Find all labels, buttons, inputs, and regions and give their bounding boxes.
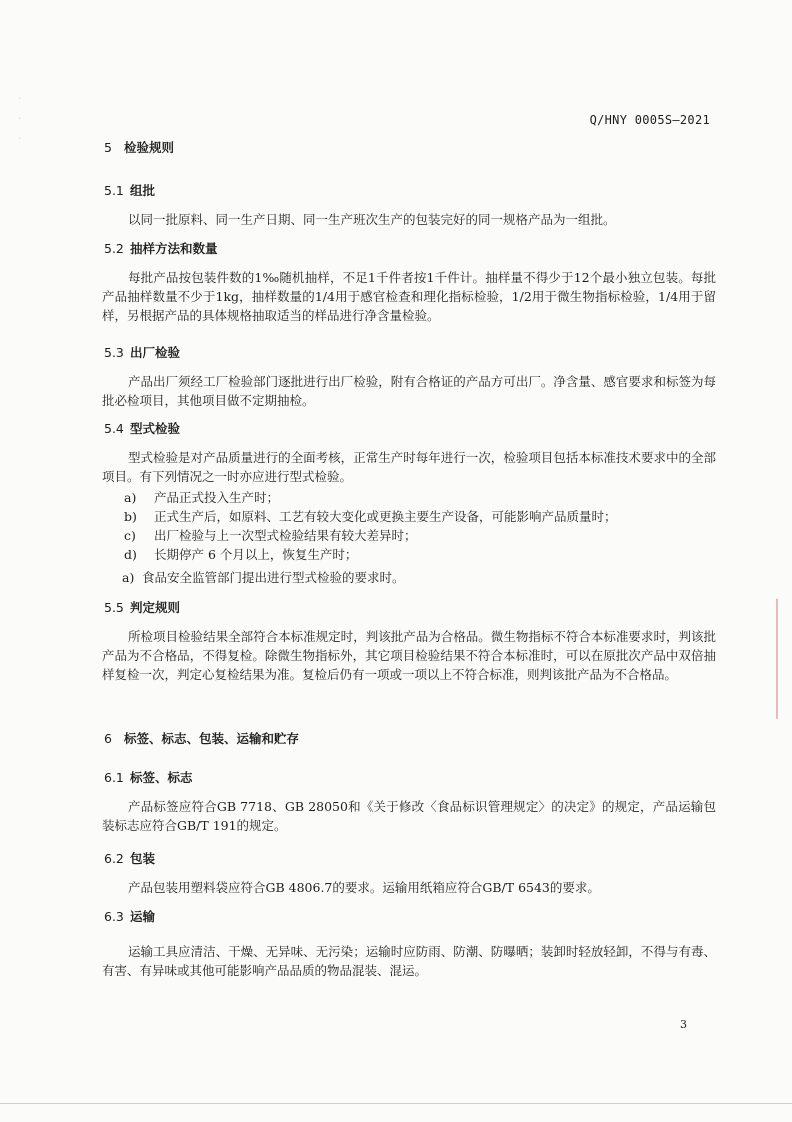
section-6-1-paragraph: 产品标签应符合GB 7718、GB 28050和《关于修改〈食品标识管理规定〉的决定》的规定，产品运输包装标志应符合GB/T 191的规定。 [102,799,716,833]
section-5-heading [104,138,174,156]
section-number: 5.4 [104,421,124,436]
page-number: 3 [680,1018,687,1031]
section-5-1-paragraph: 以同一批原料、同一生产日期、同一生产班次生产的包装完好的同一规格产品为一组批。 [128,212,616,227]
list-item-text: 食品安全监管部门提出进行型式检验的要求时。 [142,570,405,585]
section-title: 型式检验 [130,421,181,436]
section-number: 6.3 [104,909,124,924]
section-title: 检验规则 [124,140,175,155]
list-marker: c) [124,528,136,543]
list-item-text: 产品正式投入生产时； [154,490,280,505]
list-marker: a) [124,490,137,505]
section-title: 组批 [130,183,156,198]
list-item [124,526,724,545]
section-title: 包装 [130,851,156,866]
section-5-2-paragraph: 每批产品按包装件数的1‰随机抽样，不足1千件者按1千件计。抽样量不得少于12个最小独立包装。每批产品抽样数量不少于1kg，抽样数量的1/4用于感官检查和理化指标检验，1/2用于微生物指标检验，1/4用于留样，另根据产品的具体规格抽取适当的样品进行净含量检验。 [102,270,716,323]
section-6-2-heading [104,849,155,867]
section-title: 运输 [130,909,156,924]
section-number: 6 [104,731,112,746]
inspection-conditions-list [124,488,724,564]
section-number: 5.5 [104,600,124,615]
section-6-3-heading [104,907,155,925]
section-number: 5 [104,140,112,155]
scan-edge-line [0,1103,792,1104]
list-item-text: 正式生产后，如原料、工艺有较大变化或更换主要生产设备，可能影响产品质量时； [154,509,617,524]
section-5-3-heading [104,343,180,361]
scan-artifact: · · · [18,94,22,145]
section-5-3-paragraph: 产品出厂须经工厂检验部门逐批进行出厂检验，附有合格证的产品方可出厂。净含量、感官要求和标签为每批必检项目，其他项目做不定期抽检。 [102,374,716,408]
section-title: 标签、标志 [130,770,193,785]
list-item [124,488,724,507]
document-id: Q/HNY 0005S—2021 [589,113,710,127]
section-5-4-paragraph: 型式检验是对产品质量进行的全面考核，正常生产时每年进行一次，检验项目包括本标准技术要求中的全部项目。有下列情况之一时亦应进行型式检验。 [102,450,716,484]
list-item-text: 长期停产 6 个月以上，恢复生产时； [154,547,358,562]
section-6-1-heading [104,768,193,786]
section-number: 6.1 [104,770,124,785]
list-marker: a) [122,570,135,585]
section-title: 判定规则 [130,600,181,615]
list-item [124,507,724,526]
section-6-2-paragraph: 产品包装用塑料袋应符合GB 4806.7的要求。运输用纸箱应符合GB/T 6543的要求。 [128,880,600,895]
section-number: 5.1 [104,183,124,198]
section-title: 标签、标志、包装、运输和贮存 [124,731,300,746]
seal-stamp-edge [776,597,792,719]
list-marker: d) [124,547,137,562]
section-5-1-heading [104,181,155,199]
section-6-heading [104,729,299,747]
section-number: 5.3 [104,345,124,360]
list-item-text: 出厂检验与上一次型式检验结果有较大差异时； [154,528,417,543]
list-marker: b) [124,509,137,524]
list-item [124,545,724,564]
section-number: 5.2 [104,241,124,256]
section-5-4-heading [104,419,180,437]
section-5-5-heading [104,598,180,616]
section-6-3-paragraph: 运输工具应清洁、干燥、无异味、无污染；运输时应防雨、防潮、防曝晒；装卸时轻放轻卸，不得与有毒、有害、有异味或其他可能影响产品品质的物品混装、混运。 [102,944,716,978]
section-5-5-paragraph: 所检项目检验结果全部符合本标准规定时，判该批产品为合格品。微生物指标不符合本标准要求时，判该批产品为不合格品，不得复检。除微生物指标外，其它项目检验结果不符合本标准时，可以在原批次产品中双倍抽样复检一次，判定心复检结果为准。复检后仍有一项或一项以上不符合标准，则判该批产品为不合格品。 [102,629,716,682]
section-5-2-heading [104,239,218,257]
list-item [122,568,405,586]
section-title: 出厂检验 [130,345,181,360]
section-number: 6.2 [104,851,124,866]
section-title: 抽样方法和数量 [130,241,218,256]
